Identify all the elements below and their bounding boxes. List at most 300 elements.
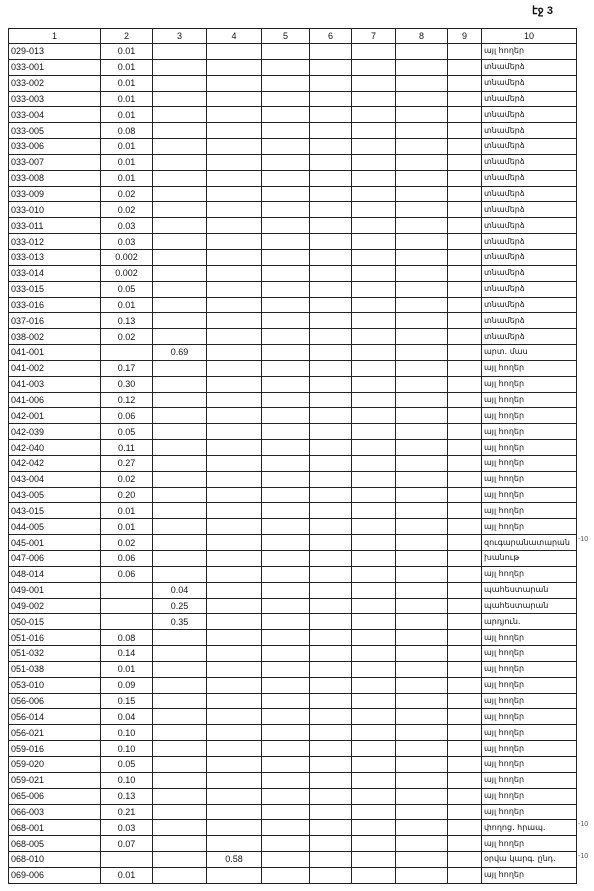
table-cell: 0.11 — [101, 440, 153, 456]
table-cell: 0.002 — [101, 249, 153, 265]
table-cell — [262, 598, 310, 614]
table-cell: այլ հողեր — [482, 756, 577, 772]
table-cell — [310, 440, 352, 456]
table-cell — [262, 139, 310, 155]
table-cell — [153, 503, 207, 519]
table-cell — [352, 519, 396, 535]
table-cell — [448, 582, 482, 598]
table-row — [9, 376, 577, 392]
table-cell: 0.01 — [101, 107, 153, 123]
table-cell — [153, 661, 207, 677]
table-cell — [448, 345, 482, 361]
table-cell — [262, 218, 310, 234]
table-cell: 042-042 — [9, 455, 101, 471]
table-cell — [396, 820, 448, 836]
table-cell — [207, 345, 262, 361]
table-cell — [310, 756, 352, 772]
table-cell — [310, 455, 352, 471]
table-cell — [101, 852, 153, 868]
table-cell — [262, 788, 310, 804]
table-cell: 068-005 — [9, 836, 101, 852]
table-cell — [396, 265, 448, 281]
table-cell — [310, 91, 352, 107]
table-cell — [352, 582, 396, 598]
table-cell — [262, 376, 310, 392]
table-cell — [396, 788, 448, 804]
table-cell — [396, 852, 448, 868]
table-cell — [352, 836, 396, 852]
table-cell — [448, 139, 482, 155]
table-cell: 033-010 — [9, 202, 101, 218]
table-cell: տնամերձ — [482, 313, 577, 329]
table-cell — [207, 313, 262, 329]
table-cell — [352, 107, 396, 123]
table-cell — [352, 75, 396, 91]
table-row — [9, 392, 577, 408]
table-cell — [153, 535, 207, 551]
table-cell — [207, 249, 262, 265]
table-row — [9, 772, 577, 788]
table-cell: 0.12 — [101, 392, 153, 408]
table-cell — [207, 725, 262, 741]
table-cell — [262, 154, 310, 170]
table-row — [9, 455, 577, 471]
table-cell — [310, 646, 352, 662]
table-cell — [310, 75, 352, 91]
table-cell — [310, 630, 352, 646]
table-cell — [207, 44, 262, 60]
table-cell — [396, 123, 448, 139]
table-cell — [352, 804, 396, 820]
table-cell — [262, 249, 310, 265]
table-cell — [352, 867, 396, 883]
table-cell — [310, 123, 352, 139]
table-cell: 041-003 — [9, 376, 101, 392]
table-cell — [310, 107, 352, 123]
table-cell — [262, 677, 310, 693]
table-cell — [310, 154, 352, 170]
table-cell: 038-002 — [9, 329, 101, 345]
table-cell — [310, 297, 352, 313]
table-cell: այլ հողեր — [482, 440, 577, 456]
table-cell — [310, 218, 352, 234]
table-cell: 0.08 — [101, 630, 153, 646]
table-cell: տնամերձ — [482, 186, 577, 202]
table-cell — [262, 455, 310, 471]
table-cell: 065-006 — [9, 788, 101, 804]
table-cell: 0.03 — [101, 234, 153, 250]
table-cell: 047-006 — [9, 551, 101, 567]
table-cell — [310, 59, 352, 75]
table-cell — [310, 788, 352, 804]
column-header: 4 — [207, 29, 262, 44]
table-row — [9, 566, 577, 582]
table-cell — [396, 218, 448, 234]
table-cell — [352, 234, 396, 250]
table-cell — [207, 329, 262, 345]
table-cell — [310, 551, 352, 567]
table-cell — [448, 487, 482, 503]
table-cell — [396, 154, 448, 170]
table-cell: 0.03 — [101, 820, 153, 836]
table-cell — [396, 471, 448, 487]
table-cell — [352, 820, 396, 836]
table-cell — [352, 281, 396, 297]
table-cell — [352, 852, 396, 868]
table-cell: 043-004 — [9, 471, 101, 487]
table-cell — [310, 836, 352, 852]
table-cell — [352, 598, 396, 614]
table-row — [9, 804, 577, 820]
table-cell — [396, 598, 448, 614]
table-cell: 0.02 — [101, 535, 153, 551]
table-cell — [153, 170, 207, 186]
table-cell — [448, 234, 482, 250]
table-cell — [352, 630, 396, 646]
table-cell: այլ հողեր — [482, 804, 577, 820]
table-row — [9, 693, 577, 709]
table-row — [9, 408, 577, 424]
table-cell — [153, 788, 207, 804]
table-row — [9, 661, 577, 677]
table-cell: 0.20 — [101, 487, 153, 503]
table-cell: 0.06 — [101, 566, 153, 582]
table-cell: արդյուն. — [482, 614, 577, 630]
table-cell — [310, 582, 352, 598]
table-row — [9, 313, 577, 329]
table-cell — [310, 503, 352, 519]
table-cell — [396, 360, 448, 376]
table-cell: 0.30 — [101, 376, 153, 392]
table-cell — [153, 59, 207, 75]
table-cell — [153, 852, 207, 868]
table-cell: 056-014 — [9, 709, 101, 725]
table-cell — [448, 75, 482, 91]
table-cell — [352, 471, 396, 487]
table-cell — [448, 772, 482, 788]
table-cell — [448, 107, 482, 123]
table-cell — [262, 503, 310, 519]
table-cell — [448, 852, 482, 868]
table-cell: 059-021 — [9, 772, 101, 788]
table-cell — [352, 756, 396, 772]
table-row — [9, 677, 577, 693]
table-cell — [352, 154, 396, 170]
table-cell — [153, 756, 207, 772]
table-cell — [153, 820, 207, 836]
table-cell — [262, 59, 310, 75]
table-row — [9, 820, 577, 836]
table-cell: այլ հողեր — [482, 392, 577, 408]
table-cell: 033-009 — [9, 186, 101, 202]
table-cell — [262, 123, 310, 139]
table-cell — [396, 440, 448, 456]
table-cell — [153, 329, 207, 345]
table-row — [9, 519, 577, 535]
table-cell — [310, 265, 352, 281]
table-cell — [310, 741, 352, 757]
table-cell — [207, 582, 262, 598]
table-cell — [207, 440, 262, 456]
table-row — [9, 297, 577, 313]
table-cell — [396, 551, 448, 567]
table-cell — [153, 867, 207, 883]
table-cell — [310, 598, 352, 614]
table-cell — [310, 852, 352, 868]
table-cell — [310, 804, 352, 820]
table-cell — [262, 630, 310, 646]
table-cell — [262, 804, 310, 820]
table-cell: 044-005 — [9, 519, 101, 535]
table-cell — [310, 772, 352, 788]
table-cell — [396, 234, 448, 250]
table-cell — [352, 455, 396, 471]
table-cell — [396, 139, 448, 155]
table-cell: 0.01 — [101, 75, 153, 91]
table-cell — [207, 202, 262, 218]
table-cell: 033-013 — [9, 249, 101, 265]
table-cell: 050-015 — [9, 614, 101, 630]
table-cell: այլ հողեր — [482, 788, 577, 804]
table-cell: այլ հողեր — [482, 646, 577, 662]
table-cell: 0.01 — [101, 503, 153, 519]
table-cell — [396, 535, 448, 551]
table-cell — [310, 329, 352, 345]
table-cell — [207, 566, 262, 582]
table-cell — [153, 630, 207, 646]
table-cell — [448, 265, 482, 281]
table-cell — [310, 313, 352, 329]
table-cell — [448, 313, 482, 329]
table-cell: 0.06 — [101, 408, 153, 424]
table-cell: 053-010 — [9, 677, 101, 693]
table-cell: 0.13 — [101, 313, 153, 329]
header-row — [9, 29, 577, 44]
table-cell: 068-010 — [9, 852, 101, 868]
table-cell — [101, 614, 153, 630]
table-cell: 048-014 — [9, 566, 101, 582]
table-cell — [262, 424, 310, 440]
table-cell — [352, 91, 396, 107]
table-cell: 0.05 — [101, 424, 153, 440]
table-cell: այլ հողեր — [482, 693, 577, 709]
table-row — [9, 281, 577, 297]
table-cell — [207, 487, 262, 503]
table-cell — [262, 202, 310, 218]
table-cell — [153, 566, 207, 582]
table-cell — [153, 677, 207, 693]
table-cell — [207, 693, 262, 709]
table-cell: 0.09 — [101, 677, 153, 693]
table-cell — [310, 471, 352, 487]
table-cell — [207, 804, 262, 820]
table-cell — [448, 566, 482, 582]
table-cell — [262, 408, 310, 424]
table-cell — [352, 566, 396, 582]
table-cell — [153, 424, 207, 440]
table-cell — [396, 519, 448, 535]
table-cell — [352, 170, 396, 186]
table-cell: 051-038 — [9, 661, 101, 677]
table-cell: 049-001 — [9, 582, 101, 598]
table-cell: փողոց. հրապ. — [482, 820, 577, 836]
table-cell: 043-005 — [9, 487, 101, 503]
table-cell — [352, 677, 396, 693]
table-cell — [310, 139, 352, 155]
table-cell — [153, 376, 207, 392]
table-cell — [207, 91, 262, 107]
table-cell — [262, 614, 310, 630]
table-cell — [153, 218, 207, 234]
table-cell — [396, 170, 448, 186]
table-cell — [396, 313, 448, 329]
table-cell — [352, 139, 396, 155]
table-cell — [448, 408, 482, 424]
table-cell — [262, 487, 310, 503]
table-cell — [396, 329, 448, 345]
table-cell — [207, 281, 262, 297]
table-cell — [310, 281, 352, 297]
table-cell — [448, 741, 482, 757]
table-cell: այլ հողեր — [482, 741, 577, 757]
table-cell: 0.10 — [101, 772, 153, 788]
table-cell: տնամերձ — [482, 91, 577, 107]
table-cell — [310, 170, 352, 186]
table-cell — [448, 249, 482, 265]
table-row — [9, 741, 577, 757]
table-cell — [448, 123, 482, 139]
table-cell — [448, 867, 482, 883]
table-cell: 0.02 — [101, 202, 153, 218]
table-cell: տնամերձ — [482, 139, 577, 155]
table-cell — [153, 44, 207, 60]
table-cell — [207, 154, 262, 170]
table-row — [9, 218, 577, 234]
table-cell — [262, 170, 310, 186]
table-cell: տնամերձ — [482, 329, 577, 345]
table-row — [9, 614, 577, 630]
table-cell: 041-001 — [9, 345, 101, 361]
table-cell — [262, 234, 310, 250]
table-cell: 0.17 — [101, 360, 153, 376]
table-cell — [310, 566, 352, 582]
table-cell — [207, 677, 262, 693]
table-cell — [448, 376, 482, 392]
table-cell — [352, 440, 396, 456]
table-cell — [153, 408, 207, 424]
table-cell — [207, 455, 262, 471]
table-cell — [396, 455, 448, 471]
table-row — [9, 123, 577, 139]
table-cell — [153, 202, 207, 218]
table-cell: 066-003 — [9, 804, 101, 820]
table-cell — [396, 772, 448, 788]
table-cell: 059-016 — [9, 741, 101, 757]
table-cell: 0.25 — [153, 598, 207, 614]
table-cell — [352, 535, 396, 551]
table-cell: 0.14 — [101, 646, 153, 662]
table-cell — [396, 44, 448, 60]
table-cell: այլ հողեր — [482, 566, 577, 582]
table-cell — [396, 614, 448, 630]
table-row — [9, 202, 577, 218]
table-cell — [262, 392, 310, 408]
table-cell — [448, 725, 482, 741]
table-cell — [396, 75, 448, 91]
table-cell: 0.01 — [101, 44, 153, 60]
table-cell: 041-002 — [9, 360, 101, 376]
table-cell: տնամերձ — [482, 202, 577, 218]
table-cell — [153, 360, 207, 376]
table-cell: պահեստարան — [482, 582, 577, 598]
table-cell — [207, 867, 262, 883]
table-cell — [153, 440, 207, 456]
table-cell: 033-011 — [9, 218, 101, 234]
table-cell: 056-006 — [9, 693, 101, 709]
table-cell — [262, 566, 310, 582]
table-cell: տնամերձ — [482, 59, 577, 75]
table-cell — [396, 804, 448, 820]
table-cell — [207, 297, 262, 313]
table-cell — [448, 44, 482, 60]
table-cell — [153, 836, 207, 852]
table-cell — [310, 487, 352, 503]
table-cell — [153, 709, 207, 725]
table-cell — [310, 693, 352, 709]
table-cell — [352, 265, 396, 281]
table-cell: տնամերձ — [482, 75, 577, 91]
table-row — [9, 91, 577, 107]
table-cell: տնամերձ — [482, 297, 577, 313]
table-row — [9, 107, 577, 123]
table-cell: 033-008 — [9, 170, 101, 186]
table-cell: 033-005 — [9, 123, 101, 139]
table-cell: 0.10 — [101, 725, 153, 741]
table-cell — [352, 313, 396, 329]
table-cell: 0.15 — [101, 693, 153, 709]
table-row — [9, 186, 577, 202]
table-cell — [396, 756, 448, 772]
table-cell — [352, 123, 396, 139]
table-cell — [448, 186, 482, 202]
table-cell — [448, 836, 482, 852]
table-cell: այլ հողեր — [482, 503, 577, 519]
table-cell: տնամերձ — [482, 154, 577, 170]
table-cell — [207, 408, 262, 424]
table-cell: տնամերձ — [482, 281, 577, 297]
table-cell — [448, 519, 482, 535]
table-cell — [396, 741, 448, 757]
table-cell — [207, 519, 262, 535]
table-cell — [448, 677, 482, 693]
column-header: 3 — [153, 29, 207, 44]
table-cell — [153, 186, 207, 202]
table-cell — [448, 661, 482, 677]
table-cell — [262, 440, 310, 456]
table-cell — [207, 107, 262, 123]
table-cell: 0.58 — [207, 852, 262, 868]
table-cell — [448, 471, 482, 487]
table-cell: 0.07 — [101, 836, 153, 852]
table-cell — [153, 249, 207, 265]
table-cell — [207, 503, 262, 519]
table-cell — [310, 408, 352, 424]
table-cell: 043-015 — [9, 503, 101, 519]
table-cell — [262, 345, 310, 361]
table-cell — [207, 123, 262, 139]
table-row — [9, 551, 577, 567]
table-cell — [262, 867, 310, 883]
